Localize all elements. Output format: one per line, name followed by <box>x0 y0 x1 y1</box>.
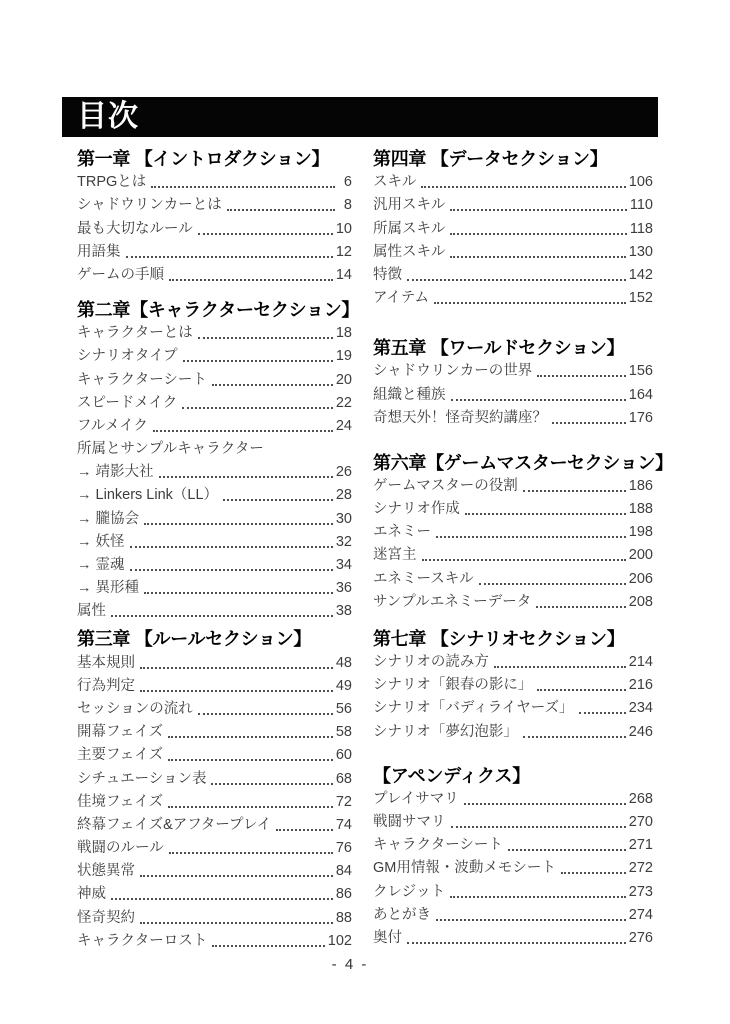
toc-item-label: エネミースキル <box>373 570 474 587</box>
toc-item <box>373 358 653 381</box>
toc-section <box>373 338 653 428</box>
toc-item-label: → 異形種 <box>77 580 140 597</box>
dot-leader <box>451 826 626 828</box>
toc-item-page: 32 <box>335 533 352 550</box>
dot-leader <box>169 279 333 281</box>
toc-item-label: ゲームマスターの役割 <box>373 477 518 494</box>
toc-item-page: 246 <box>628 723 653 740</box>
toc-item <box>77 696 352 719</box>
toc-item-page: 156 <box>628 363 653 380</box>
toc-item <box>373 262 653 285</box>
toc-item <box>77 459 352 482</box>
toc-item-label: キャラクターシート <box>77 371 207 388</box>
toc-item-page: 206 <box>628 570 653 587</box>
toc-item-label: 用語集 <box>77 243 121 260</box>
toc-item <box>77 742 352 765</box>
toc-item <box>373 542 653 565</box>
toc-item-label: あとがき <box>373 906 431 923</box>
toc-item <box>373 192 653 215</box>
toc-item-label: スキル <box>373 174 417 191</box>
dot-leader <box>276 829 333 831</box>
toc-item-label: 奥付 <box>373 929 402 946</box>
toc-columns <box>62 149 673 951</box>
toc-item-label: シナリオ「銀春の影に」 <box>373 677 533 694</box>
toc-item-label: シャドウリンカーの世界 <box>373 363 533 380</box>
toc-item <box>77 436 352 459</box>
toc-item-label: 最も大切なルール <box>77 220 193 237</box>
toc-item-page: 24 <box>335 417 352 434</box>
dot-leader <box>198 713 333 715</box>
toc-item <box>373 718 653 741</box>
toc-item-page: 130 <box>628 243 653 260</box>
dot-leader <box>153 430 333 432</box>
toc-item-page: 28 <box>335 487 352 504</box>
dot-leader <box>436 919 626 921</box>
toc-item <box>373 405 653 428</box>
toc-item-label: キャラクターシート <box>373 837 503 854</box>
dot-leader <box>227 209 335 211</box>
toc-item-label: キャラクターロスト <box>77 932 208 949</box>
dot-leader <box>523 490 626 492</box>
toc-item-page: 72 <box>335 793 352 810</box>
dot-leader <box>151 186 335 188</box>
toc-item <box>373 878 653 901</box>
toc-item-page: 26 <box>335 464 352 481</box>
toc-item <box>373 925 653 948</box>
toc-list <box>77 169 352 285</box>
toc-section <box>373 149 653 308</box>
toc-item <box>373 649 653 672</box>
toc-item-label: 状態異常 <box>77 863 135 880</box>
toc-item <box>77 169 352 192</box>
toc-item <box>77 719 352 742</box>
toc-item-page: 276 <box>628 929 653 946</box>
toc-item-page: 118 <box>629 220 653 237</box>
dot-leader <box>130 569 333 571</box>
toc-item <box>77 262 352 285</box>
toc-item-label: → 霊魂 <box>77 557 125 573</box>
toc-item-page: 102 <box>327 932 352 949</box>
dot-leader <box>450 209 627 211</box>
dot-leader <box>450 233 627 235</box>
dot-leader <box>212 384 333 386</box>
toc-item-label: 終幕フェイズ&アフタープレイ <box>77 816 272 833</box>
toc-item-page: 272 <box>628 860 653 877</box>
toc-item <box>373 496 653 519</box>
toc-item-label: シナリオの読み方 <box>373 654 489 670</box>
section-heading: 第一章 【イントロダクション】 <box>77 149 330 169</box>
dot-leader <box>183 360 333 362</box>
toc-item-page: 271 <box>628 837 653 854</box>
toc-item <box>373 902 653 925</box>
toc-item-label: TRPGとは <box>77 174 147 191</box>
toc-item-page: 12 <box>335 243 352 260</box>
toc-list <box>77 320 352 621</box>
toc-item-label: 所属スキル <box>373 220 446 237</box>
toc-item-label: 組織と種族 <box>373 386 446 403</box>
toc-item-page: 214 <box>628 654 653 670</box>
dot-leader <box>537 689 625 691</box>
toc-item <box>77 673 352 696</box>
toc-title: 目次 <box>77 100 139 133</box>
toc-item-page: 188 <box>628 501 653 518</box>
toc-item <box>373 285 653 308</box>
toc-item-label: 戦闘のルール <box>77 840 164 857</box>
toc-item <box>373 672 653 695</box>
toc-item-page: 88 <box>335 909 352 926</box>
toc-item <box>77 575 352 598</box>
toc-item-label: 迷宮主 <box>373 547 417 564</box>
toc-item-page: 234 <box>628 700 653 717</box>
toc-item-page: 200 <box>628 547 653 564</box>
toc-item-label: シャドウリンカーとは <box>77 197 222 214</box>
toc-section <box>373 766 653 948</box>
toc-item-label: エネミー <box>373 524 431 541</box>
toc-item <box>373 832 653 855</box>
dot-leader <box>407 942 626 944</box>
dot-leader <box>168 759 333 761</box>
toc-item <box>77 366 352 389</box>
dot-leader <box>479 583 626 585</box>
toc-item-page: 6 <box>343 174 352 191</box>
dot-leader <box>537 375 626 377</box>
toc-item-page: 274 <box>628 906 653 923</box>
toc-item-label: 行為判定 <box>77 677 135 694</box>
dot-leader <box>407 279 626 281</box>
toc-section <box>77 149 352 285</box>
toc-item <box>373 473 653 496</box>
toc-item-page: 58 <box>335 724 352 741</box>
dot-leader <box>561 872 626 874</box>
toc-item-page: 164 <box>628 386 653 403</box>
toc-item-label: シナリオ「バディライヤーズ」 <box>373 700 574 717</box>
toc-item <box>77 529 352 552</box>
dot-leader <box>494 666 626 668</box>
dot-leader <box>169 852 333 854</box>
toc-item-label: → Linkers Link（LL） <box>77 487 219 504</box>
dot-leader <box>536 606 626 608</box>
toc-item-page: 14 <box>335 266 352 283</box>
toc-item <box>77 649 352 672</box>
dot-leader <box>126 256 333 258</box>
toc-item-label: 奇想天外！怪奇契約講座？ <box>373 409 547 426</box>
toc-item <box>373 786 653 809</box>
dot-leader <box>464 803 626 805</box>
toc-item-label: プレイサマリ <box>373 790 459 807</box>
toc-item-page: 49 <box>335 677 352 694</box>
toc-item-label: シナリオタイプ <box>77 348 178 365</box>
toc-item <box>77 343 352 366</box>
toc-item-page: 273 <box>628 883 653 900</box>
dot-leader <box>421 186 625 188</box>
toc-column-right <box>373 149 673 951</box>
dot-leader <box>182 407 333 409</box>
toc-item-label: 特徴 <box>373 266 402 283</box>
toc-item <box>373 519 653 542</box>
dot-leader <box>140 875 333 877</box>
toc-item-page: 86 <box>335 886 352 903</box>
dot-leader <box>422 559 626 561</box>
toc-item-page: 56 <box>335 700 352 717</box>
toc-item <box>373 239 653 262</box>
toc-item <box>373 565 653 588</box>
toc-item-page: 84 <box>335 863 352 880</box>
toc-item <box>77 904 352 927</box>
dot-leader <box>450 896 626 898</box>
toc-item <box>373 695 653 718</box>
dot-leader <box>144 592 333 594</box>
toc-item-label: 怪奇契約 <box>77 909 135 926</box>
dot-leader <box>211 783 332 785</box>
toc-item-label: 主要フェイズ <box>77 747 164 764</box>
section-heading: 第六章【ゲームマスターセクション】 <box>373 452 673 473</box>
toc-item-label: → 妖怪 <box>77 533 125 550</box>
toc-list <box>373 358 653 428</box>
toc-section <box>373 452 673 612</box>
toc-item <box>373 215 653 238</box>
dot-leader <box>450 256 625 258</box>
dot-leader <box>168 806 333 808</box>
toc-item-page: 19 <box>335 348 352 365</box>
toc-item <box>77 835 352 858</box>
dot-leader <box>111 898 333 900</box>
toc-list <box>373 473 653 612</box>
toc-item-label: サンプルエネミーデータ <box>373 593 532 610</box>
toc-item-page: 36 <box>335 580 352 597</box>
toc-item-label: 佳境フェイズ <box>77 793 164 810</box>
toc-item <box>77 928 352 951</box>
dot-leader <box>508 849 626 851</box>
toc-item-label: シナリオ作成 <box>373 501 460 518</box>
toc-list <box>373 649 653 742</box>
toc-content <box>62 97 673 951</box>
dot-leader <box>140 922 333 924</box>
toc-item <box>77 482 352 505</box>
toc-item-label: 戦闘サマリ <box>373 813 446 830</box>
toc-item-label: → 朧協会 <box>77 510 140 527</box>
toc-item-page: 10 <box>335 220 352 237</box>
toc-item-label: ゲームの手順 <box>77 266 164 283</box>
dot-leader <box>140 690 333 692</box>
toc-item <box>77 812 352 835</box>
toc-item-page: 60 <box>335 747 352 764</box>
toc-list <box>373 786 653 948</box>
toc-column-left <box>62 149 360 951</box>
dot-leader <box>198 337 333 339</box>
toc-item-page: 176 <box>628 409 653 426</box>
dot-leader <box>111 615 333 617</box>
dot-leader <box>436 536 626 538</box>
toc-item-page: 208 <box>628 593 653 610</box>
toc-item-page: 142 <box>628 266 653 283</box>
dot-leader <box>159 476 333 478</box>
toc-item-page: 216 <box>628 677 653 694</box>
toc-item-label: GM用情報・波動メモシート <box>373 860 556 877</box>
toc-item-page: 68 <box>335 770 352 787</box>
toc-item-label: 属性 <box>77 603 106 620</box>
toc-item-label: スピードメイク <box>77 394 178 411</box>
toc-section <box>77 299 360 621</box>
dot-leader <box>434 302 626 304</box>
toc-item-page: 48 <box>335 654 352 671</box>
dot-leader <box>552 422 626 424</box>
dot-leader <box>130 546 333 548</box>
toc-item-label: セッションの流れ <box>77 700 193 717</box>
section-heading: 第四章 【データセクション】 <box>373 149 608 169</box>
toc-item <box>77 881 352 904</box>
toc-item-page: 30 <box>335 510 352 527</box>
dot-leader <box>579 712 626 714</box>
toc-item <box>77 192 352 215</box>
toc-item-page: 110 <box>629 197 653 214</box>
toc-item-page: 18 <box>335 325 352 342</box>
toc-item-label: フルメイク <box>77 417 148 434</box>
toc-item <box>77 765 352 788</box>
toc-item-page: 38 <box>335 603 352 620</box>
toc-title-bar <box>62 97 658 137</box>
toc-item-page: 268 <box>628 790 653 807</box>
dot-leader <box>140 667 333 669</box>
toc-item-page: 34 <box>335 557 352 573</box>
dot-leader <box>465 513 626 515</box>
toc-list <box>77 649 352 950</box>
section-heading: 【アペンディクス】 <box>373 765 530 786</box>
toc-item-label: アイテム <box>373 290 429 307</box>
dot-leader <box>451 399 626 401</box>
toc-item-label: キャラクターとは <box>77 325 193 342</box>
toc-item-label: 属性スキル <box>373 243 446 260</box>
toc-item-page: 106 <box>628 174 653 191</box>
toc-item-label: シナリオ「夢幻泡影」 <box>373 723 518 740</box>
dot-leader <box>144 523 333 525</box>
toc-item-label: 汎用スキル <box>373 197 446 214</box>
dot-leader <box>198 233 333 235</box>
toc-item <box>373 589 653 612</box>
toc-item <box>373 855 653 878</box>
toc-item <box>77 215 352 238</box>
toc-item <box>77 505 352 528</box>
toc-item-page: 22 <box>335 394 352 411</box>
dot-leader <box>212 945 325 947</box>
dot-leader <box>168 736 333 738</box>
toc-item <box>77 552 352 575</box>
toc-item-page: 270 <box>628 813 653 830</box>
toc-item-label: 神威 <box>77 886 106 903</box>
dot-leader <box>223 499 333 501</box>
toc-item <box>77 598 352 621</box>
toc-item <box>77 789 352 812</box>
toc-item-page: 20 <box>335 371 352 388</box>
footer-page-number: - 4 - <box>331 956 369 973</box>
toc-list <box>373 169 653 308</box>
toc-item-label: → 靖影大社 <box>77 464 154 481</box>
section-heading: 第二章【キャラクターセクション】 <box>77 299 360 320</box>
toc-item <box>77 320 352 343</box>
section-heading: 第三章 【ルールセクション】 <box>77 629 312 650</box>
toc-item-label: シチュエーション表 <box>77 770 207 787</box>
toc-item-page: 76 <box>335 840 352 857</box>
toc-item-page: 198 <box>628 524 653 541</box>
toc-item-page: 74 <box>335 816 352 833</box>
toc-item-page: 152 <box>628 290 653 307</box>
toc-item-page: 186 <box>628 477 653 494</box>
toc-item-label: クレジット <box>373 883 446 900</box>
toc-item-page: 8 <box>343 197 352 214</box>
toc-item <box>373 809 653 832</box>
toc-item <box>77 413 352 436</box>
toc-item-label: 開幕フェイズ <box>77 724 164 741</box>
dot-leader <box>523 736 626 738</box>
toc-item <box>373 169 653 192</box>
toc-item <box>77 239 352 262</box>
toc-item <box>77 390 352 413</box>
toc-item-label: 基本規則 <box>77 654 135 671</box>
toc-section <box>373 629 653 742</box>
toc-item-label: 所属とサンプルキャラクター <box>77 441 264 458</box>
section-heading: 第七章 【シナリオセクション】 <box>373 628 625 649</box>
toc-section <box>77 629 352 950</box>
toc-item <box>77 858 352 881</box>
toc-item <box>373 381 653 404</box>
section-heading: 第五章 【ワールドセクション】 <box>373 338 625 359</box>
